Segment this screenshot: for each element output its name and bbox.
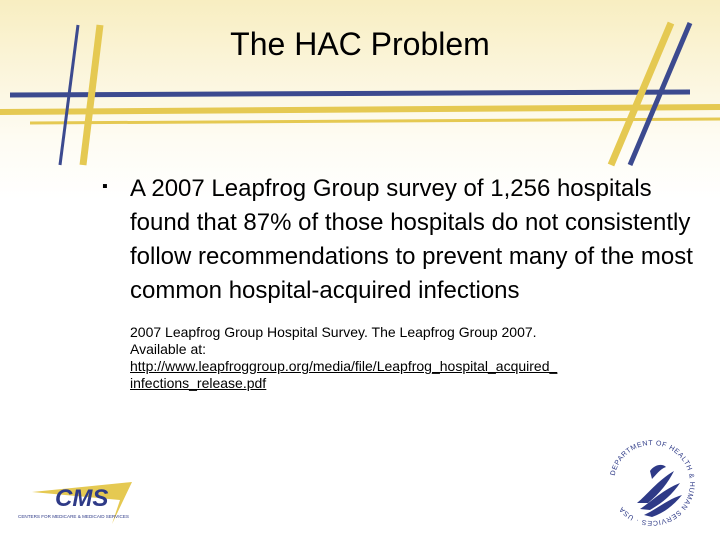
eagle-icon	[637, 465, 682, 517]
navy-horizontal-line	[10, 92, 690, 95]
hhs-seal	[602, 433, 702, 533]
citation-link[interactable]	[130, 358, 698, 392]
citation	[108, 324, 698, 392]
bullet-item	[102, 172, 698, 308]
citation-line: 2007 Leapfrog Group Hospital Survey. The Leapfrog Group 2007.	[130, 324, 537, 340]
hhs-seal-text: DEPARTMENT OF HEALTH & HUMAN SERVICES · USA	[609, 439, 696, 527]
citation-line: Available at:	[130, 341, 207, 357]
slide-content	[102, 172, 698, 392]
citation-link-part: infections_release.pdf	[130, 375, 267, 391]
slide-title: The HAC Problem	[230, 26, 490, 62]
bullet-text: A 2007 Leapfrog Group survey of 1,256 hospitals found that 87% of those hospitals do not consistently follow recommendations to prevent many of the most common hospital-acquired infections	[130, 175, 693, 304]
citation-link-part: http://www.leapfroggroup.org/media/file/Leapfrog_hospital_acquired_	[130, 358, 558, 374]
square-bullet-icon: ▪	[102, 178, 108, 195]
gold-horizontal-line	[30, 119, 720, 123]
gold-horizontal-line	[0, 107, 720, 112]
cms-logo	[12, 478, 137, 528]
cms-logo-subtext: CENTERS FOR MEDICARE & MEDICAID SERVICES	[18, 514, 129, 519]
cms-logo-text: CMS	[55, 485, 109, 512]
